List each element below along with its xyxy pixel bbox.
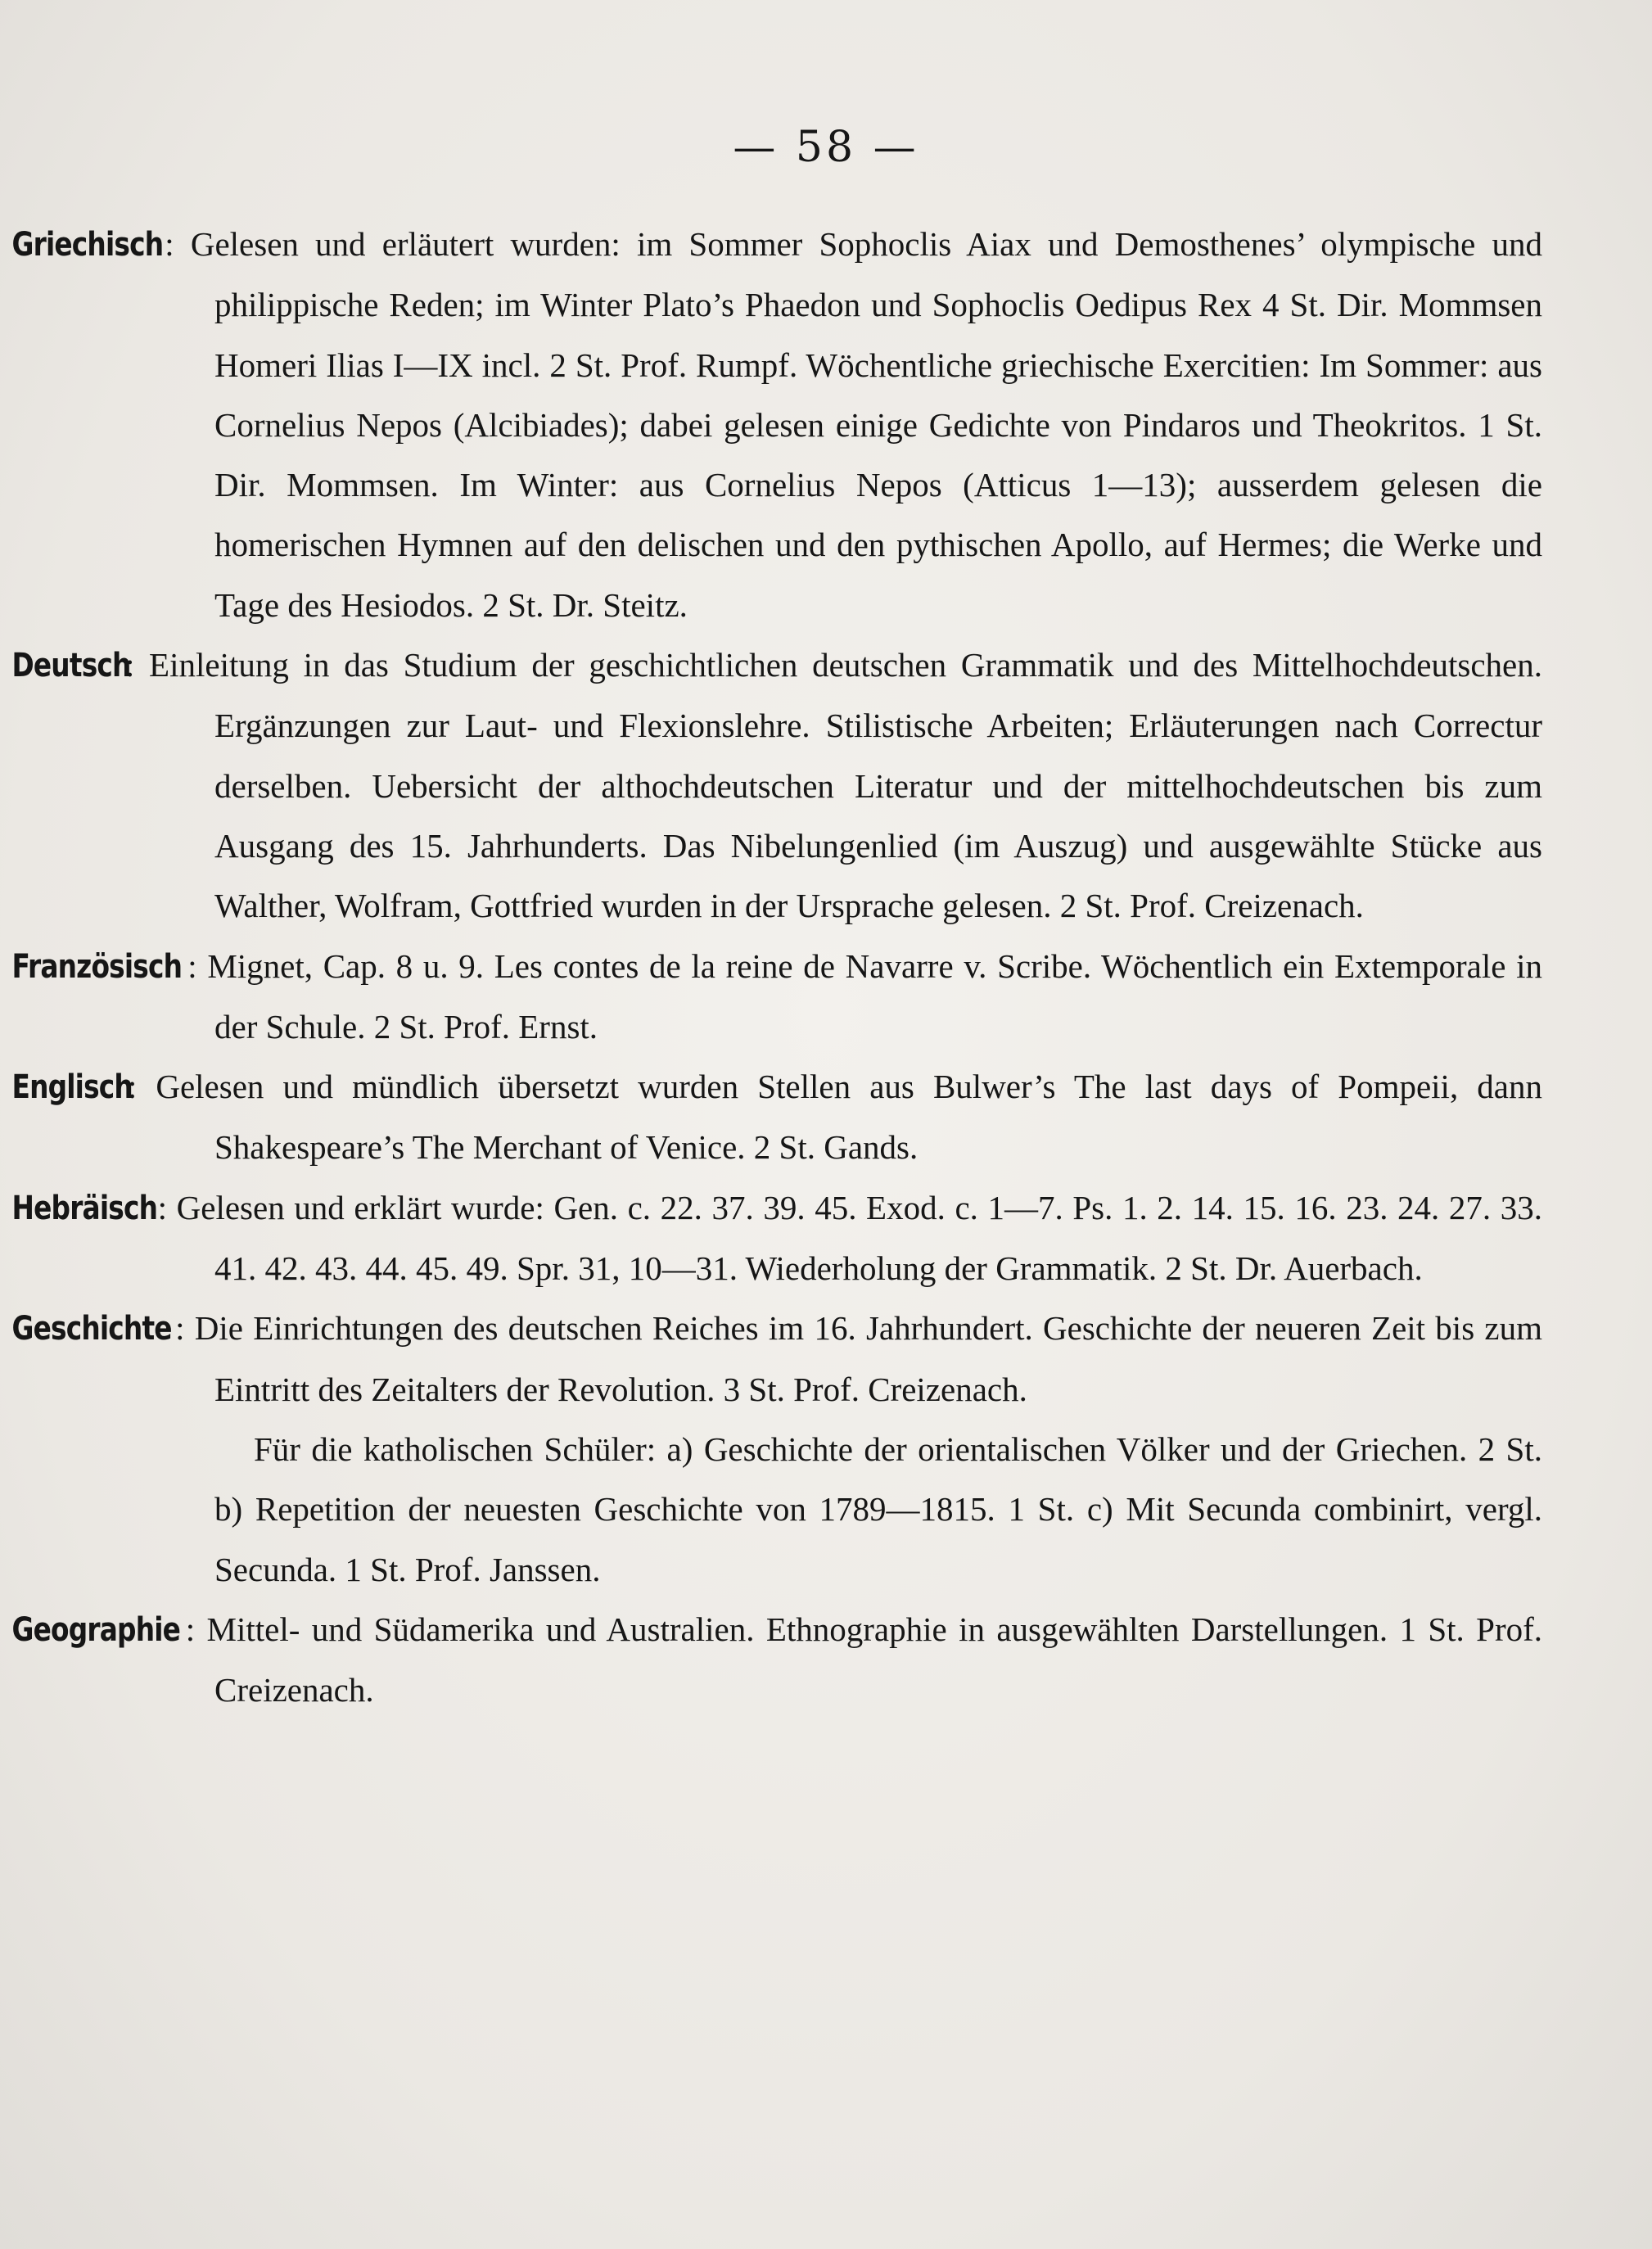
subject-heading: Deutsch (11, 647, 131, 685)
entry-griechisch (11, 215, 1542, 635)
entry-geographie (11, 1600, 1542, 1721)
entry-text: : Die Einrichtungen des deutschen Reiches im 16. Jahrhundert. Geschichte der neueren Zeit bis zum Eintritt des Zeitalters der Revolution. 3 St. Prof. Creizenach. (175, 1309, 1542, 1408)
entry-text: : Einleitung in das Studium der geschichtlichen deutschen Grammatik und des Mittelhochdeutschen. Ergänzungen zur Laut- und Flexionslehre. Stilistische Arbeiten; Erläuterungen nach Correctur derselben. Uebersicht der althochdeutschen Literatur und der mittelhochdeutschen bis zum Ausgang des 15. Jahrhunderts. Das Nibelungenlied (im Auszug) und ausgewählte Stücke aus Walther, Wolfram, Gottfried wurden in der Ursprache gelesen. 2 St. Prof. Creizenach. (124, 646, 1542, 925)
entry-text: : Gelesen und mündlich übersetzt wurden Stellen aus Bulwer’s The last days of Pompeii, dann Shakespeare’s The Merchant of Venice. 2 St. Gands. (127, 1068, 1542, 1167)
entry-text: : Gelesen und erklärt wurde: Gen. c. 22. 37. 39. 45. Exod. c. 1—7. Ps. 1. 2. 14. 15. 16. 23. 24. 27. 33. 41. 42. 43. 44. 45. 49. Spr. 31, 10—31. Wiederholung der Grammatik. 2 St. Dr. Auerbach. (157, 1188, 1542, 1288)
entry-text: : Gelesen und erläutert wurden: im Sommer Sophoclis Aiax und Demosthenes’ olympische und philippische Reden; im Winter Plato’s Phaedon und Sophoclis Oedipus Rex 4 St. Dir. Mommsen Homeri Ilias I—IX incl. 2 St. Prof. Rumpf. Wöchentliche griechische Exercitien: Im Sommer: aus Cornelius Nepos (Alcibiades); dabei gelesen einige Gedichte von Pindaros und Theokritos. 1 St. Dir. Mommsen. Im Winter: aus Cornelius Nepos (Atticus 1—13); ausserdem gelesen die homerischen Hymnen auf den delischen und den pythischen Apollo, auf Hermes; die Werke und Tage des Hesiodos. 2 St. Dr. Steitz. (165, 225, 1542, 624)
entry-text: : Mittel- und Südamerika und Australien. Ethnographie in ausgewählten Darstellungen. 1 St. Prof. Creizenach. (185, 1610, 1542, 1709)
entry-deutsch (11, 635, 1542, 936)
subject-heading: Englisch (11, 1068, 133, 1107)
entry-franzoesisch (11, 937, 1542, 1058)
page-content (11, 215, 1542, 1720)
entry-hebraeisch (11, 1178, 1542, 1299)
subject-heading: Französisch (11, 947, 183, 986)
entry-englisch (11, 1057, 1542, 1178)
subject-heading: Griechisch (11, 226, 164, 264)
subject-heading: Hebräisch (11, 1189, 158, 1227)
page-number: — 58 — (733, 123, 919, 172)
subject-heading: Geschichte (11, 1310, 172, 1348)
entry-geschichte (11, 1298, 1542, 1420)
subject-heading: Geographie (11, 1610, 181, 1649)
catholic-students-paragraph: Für die katholischen Schüler: a) Geschichte der orientalischen Völker und der Griechen. 2 St. b) Repetition der neuesten Geschichte von 1789—1815. 1 St. c) Mit Secunda combinirt, vergl. Secunda. 1 St. Prof. Janssen. (214, 1429, 1542, 1588)
entry-text: : Mignet, Cap. 8 u. 9. Les contes de la reine de Navarre v. Scribe. Wöchentlich ein Extemporale in der Schule. 2 St. Prof. Ernst. (187, 946, 1542, 1045)
